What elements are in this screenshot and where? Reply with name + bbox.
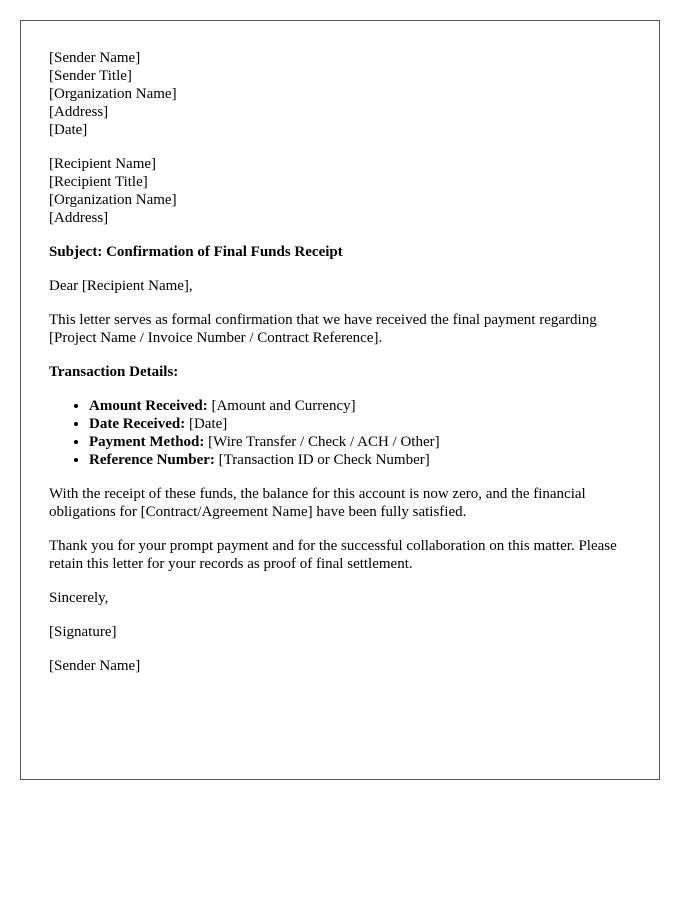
balance-paragraph: With the receipt of these funds, the balance for this account is now zero, and the financial obligations for [Contract/Agreement Name] have been fully satisfied.	[49, 486, 586, 520]
letter-page	[20, 20, 660, 780]
transaction-label: Payment Method:	[89, 434, 205, 450]
transaction-label: Amount Received:	[89, 398, 208, 414]
sender-block	[49, 49, 639, 139]
recipient-organization: [Organization Name]	[49, 192, 177, 208]
letter-content	[49, 49, 639, 691]
transaction-details-list	[49, 397, 639, 469]
transaction-item-amount	[89, 397, 639, 415]
transaction-details-heading: Transaction Details:	[49, 364, 179, 380]
transaction-item-method	[89, 433, 639, 451]
sender-name: [Sender Name]	[49, 50, 141, 66]
transaction-item-reference	[89, 451, 639, 469]
transaction-value: [Transaction ID or Check Number]	[214, 452, 430, 468]
salutation: Dear [Recipient Name],	[49, 278, 193, 294]
thanks-paragraph: Thank you for your prompt payment and for the successful collaboration on this matter. Please retain this letter for your records as proof of final settlement.	[49, 538, 617, 572]
sender-organization: [Organization Name]	[49, 86, 177, 102]
letter-date: [Date]	[49, 122, 88, 138]
signoff-name: [Sender Name]	[49, 658, 141, 674]
transaction-value: [Date]	[185, 416, 228, 432]
signature-placeholder: [Signature]	[49, 624, 117, 640]
closing: Sincerely,	[49, 590, 109, 606]
transaction-item-date	[89, 415, 639, 433]
sender-address: [Address]	[49, 104, 109, 120]
transaction-label: Reference Number:	[89, 452, 215, 468]
recipient-address: [Address]	[49, 210, 109, 226]
transaction-value: [Wire Transfer / Check / ACH / Other]	[204, 434, 440, 450]
recipient-title: [Recipient Title]	[49, 174, 148, 190]
intro-paragraph: This letter serves as formal confirmation that we have received the final payment regarding [Project Name / Invoice Number / Contract Reference].	[49, 312, 597, 346]
sender-title: [Sender Title]	[49, 68, 132, 84]
transaction-value: [Amount and Currency]	[207, 398, 356, 414]
recipient-name: [Recipient Name]	[49, 156, 157, 172]
recipient-block	[49, 155, 639, 227]
subject-line: Subject: Confirmation of Final Funds Receipt	[49, 244, 343, 260]
transaction-label: Date Received:	[89, 416, 186, 432]
